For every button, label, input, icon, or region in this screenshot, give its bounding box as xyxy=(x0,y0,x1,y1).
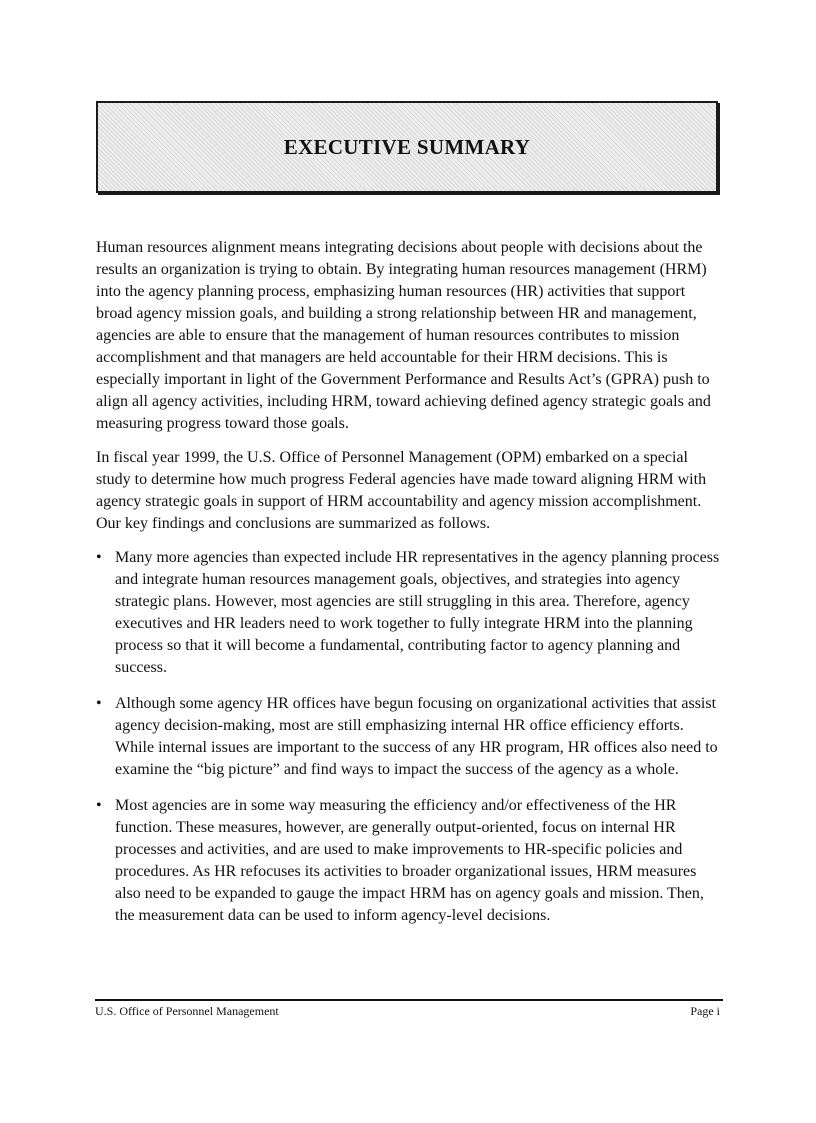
document-body xyxy=(96,237,724,941)
findings-list xyxy=(96,547,724,927)
finding-text: Many more agencies than expected include HR representatives in the agency planning process and integrate human resources management goals, objectives, and strategies into agency strategic plans. However, most agencies are still struggling in this area. Therefore, agency executives and HR leaders need to work together to fully integrate HRM into the planning process so that it will become a fundamental, contributing factor to agency planning and success. xyxy=(115,549,720,676)
bullet-icon: • xyxy=(96,549,102,566)
footer-divider xyxy=(95,999,723,1001)
footer-page-number: Page i xyxy=(690,1004,720,1018)
finding-text: Most agencies are in some way measuring the efficiency and/or effectiveness of the HR function. These measures, however, are generally output-oriented, focus on internal HR processes and activities, and are used to make improvements to HR-specific policies and procedures. As HR refocuses its activities to broader organizational issues, HRM measures also need to be expanded to gauge the impact HRM has on agency goals and mission. Then, the measurement data can be used to inform agency-level decisions. xyxy=(115,797,704,924)
intro-paragraph: Human resources alignment means integrating decisions about people with decisions about the results an organization is trying to obtain. By integrating human resources management (HRM) into the agency planning process, emphasizing human resources (HR) activities that support broad agency mission goals, and building a strong relationship between HR and management, agencies are able to ensure that the management of human resources contributes to mission accomplishment and that managers are held accountable for their HRM decisions. This is especially important in light of the Government Performance and Results Act’s (GPRA) push to align all agency activities, including HRM, toward achieving defined agency strategic goals and measuring progress toward those goals. xyxy=(96,239,711,432)
finding-item xyxy=(96,547,724,679)
footer-organization: U.S. Office of Personnel Management xyxy=(95,1004,279,1018)
bullet-icon: • xyxy=(96,797,102,814)
bullet-icon: • xyxy=(96,695,102,712)
study-paragraph: In fiscal year 1999, the U.S. Office of Personnel Management (OPM) embarked on a special study to determine how much progress Federal agencies have made toward aligning HRM with agency strategic goals in support of HRM accountability and agency mission accomplishment. Our key findings and conclusions are summarized as follows. xyxy=(96,449,707,532)
page-title: EXECUTIVE SUMMARY xyxy=(283,134,531,159)
finding-text: Although some agency HR offices have begun focusing on organizational activities that assist agency decision-making, most are still emphasizing internal HR office efficiency efforts. While internal issues are important to the success of any HR program, HR offices also need to examine the “big picture” and find ways to impact the success of the agency as a whole. xyxy=(115,695,718,778)
title-banner xyxy=(96,101,718,193)
finding-item xyxy=(96,693,724,781)
finding-item xyxy=(96,795,724,927)
